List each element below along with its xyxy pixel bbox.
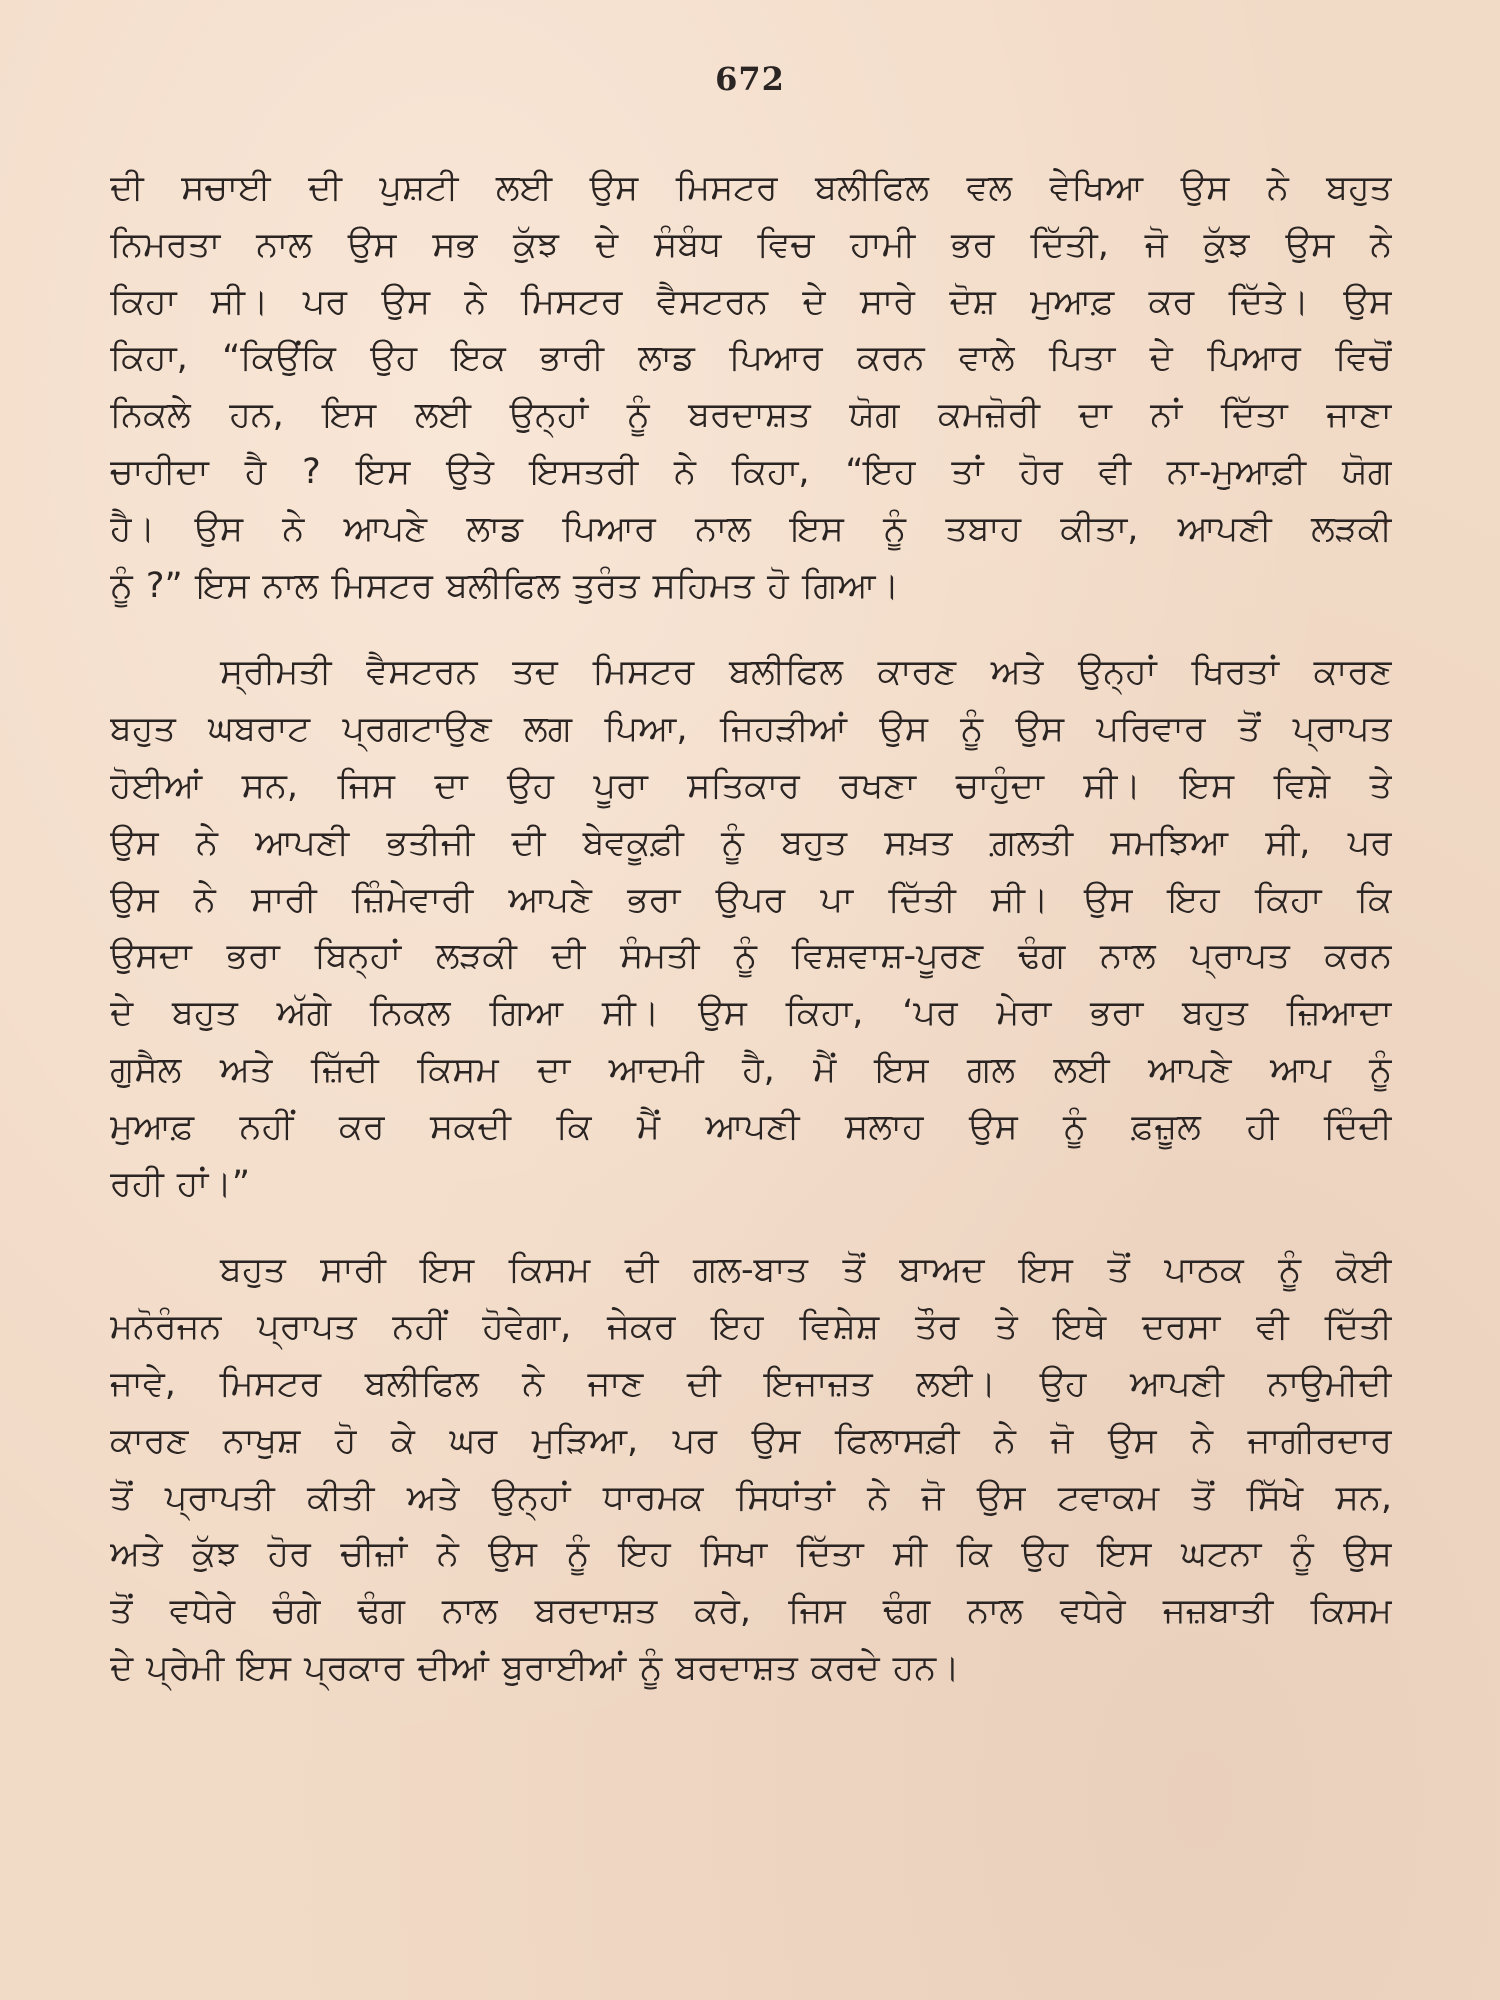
text-line: ਉਸ ਨੇ ਸਾਰੀ ਜ਼ਿੰਮੇਵਾਰੀ ਆਪਣੇ ਭਰਾ ਉਪਰ ਪਾ ਦਿੱਤੀ ਸੀ। ਉਸ ਇਹ ਕਿਹਾ ਕਿ — [110, 879, 1392, 920]
text-line: ਸ੍ਰੀਮਤੀ ਵੈਸਟਰਨ ਤਦ ਮਿਸਟਰ ਬਲੀਫਿਲ ਕਾਰਣ ਅਤੇ ਉਨ੍ਹਾਂ ਖਿਰਤਾਂ ਕਾਰਣ — [220, 652, 1392, 693]
text-line: ਤੋਂ ਵਧੇਰੇ ਚੰਗੇ ਢੰਗ ਨਾਲ ਬਰਦਾਸ਼ਤ ਕਰੇ, ਜਿਸ ਢੰਗ ਨਾਲ ਵਧੇਰੇ ਜਜ਼ਬਾਤੀ ਕਿਸਮ — [110, 1591, 1392, 1632]
text-line: ਦੇ ਬਹੁਤ ਅੱਗੇ ਨਿਕਲ ਗਿਆ ਸੀ। ਉਸ ਕਿਹਾ, ‘ਪਰ ਮੇਰਾ ਭਰਾ ਬਹੁਤ ਜ਼ਿਆਦਾ — [110, 993, 1392, 1034]
text-line: ਉਸਦਾ ਭਰਾ ਬਿਨ੍ਹਾਂ ਲੜਕੀ ਦੀ ਸੰਮਤੀ ਨੂੰ ਵਿਸ਼ਵਾਸ਼-ਪੂਰਣ ਢੰਗ ਨਾਲ ਪ੍ਰਾਪਤ ਕਰਨ — [110, 936, 1392, 977]
text-line: ਕਿਹਾ ਸੀ। ਪਰ ਉਸ ਨੇ ਮਿਸਟਰ ਵੈਸਟਰਨ ਦੇ ਸਾਰੇ ਦੋਸ਼ ਮੁਆਫ਼ ਕਰ ਦਿੱਤੇ। ਉਸ — [110, 281, 1392, 322]
text-line: ਜਾਵੇ, ਮਿਸਟਰ ਬਲੀਫਿਲ ਨੇ ਜਾਣ ਦੀ ਇਜਾਜ਼ਤ ਲਈ। ਉਹ ਆਪਣੀ ਨਾਉਮੀਦੀ — [110, 1363, 1392, 1404]
text-line: ਮਨੋਰੰਜਨ ਪ੍ਰਾਪਤ ਨਹੀਂ ਹੋਵੇਗਾ, ਜੇਕਰ ਇਹ ਵਿਸ਼ੇਸ਼ ਤੌਰ ਤੇ ਇਥੇ ਦਰਸਾ ਵੀ ਦਿੱਤੀ — [110, 1307, 1392, 1348]
text-line: ਨਿਮਰਤਾ ਨਾਲ ਉਸ ਸਭ ਕੁੱਝ ਦੇ ਸੰਬੰਧ ਵਿਚ ਹਾਮੀ ਭਰ ਦਿੱਤੀ, ਜੋ ਕੁੱਝ ਉਸ ਨੇ — [110, 224, 1392, 265]
text-line: ਉਸ ਨੇ ਆਪਣੀ ਭਤੀਜੀ ਦੀ ਬੇਵਕੂਫ਼ੀ ਨੂੰ ਬਹੁਤ ਸਖ਼ਤ ਗ਼ਲਤੀ ਸਮਝਿਆ ਸੀ, ਪਰ — [110, 822, 1392, 863]
paragraph-2 — [110, 644, 1392, 1212]
text-line: ਅਤੇ ਕੁੱਝ ਹੋਰ ਚੀਜ਼ਾਂ ਨੇ ਉਸ ਨੂੰ ਇਹ ਸਿਖਾ ਦਿੱਤਾ ਸੀ ਕਿ ਉਹ ਇਸ ਘਟਨਾ ਨੂੰ ਉਸ — [110, 1534, 1392, 1575]
body-text — [110, 160, 1392, 1697]
text-line: ਰਹੀ ਹਾਂ।” — [110, 1163, 250, 1204]
text-line: ਹੋਈਆਂ ਸਨ, ਜਿਸ ਦਾ ਉਹ ਪੂਰਾ ਸਤਿਕਾਰ ਰਖਣਾ ਚਾਹੁੰਦਾ ਸੀ। ਇਸ ਵਿਸ਼ੇ ਤੇ — [110, 765, 1392, 806]
text-line: ਬਹੁਤ ਸਾਰੀ ਇਸ ਕਿਸਮ ਦੀ ਗਲ-ਬਾਤ ਤੋਂ ਬਾਅਦ ਇਸ ਤੋਂ ਪਾਠਕ ਨੂੰ ਕੋਈ — [220, 1250, 1392, 1291]
page-number: 672 — [715, 60, 785, 98]
text-line: ਗੁਸੈਲ ਅਤੇ ਜ਼ਿੱਦੀ ਕਿਸਮ ਦਾ ਆਦਮੀ ਹੈ, ਮੈਂ ਇਸ ਗਲ ਲਈ ਆਪਣੇ ਆਪ ਨੂੰ — [110, 1049, 1392, 1090]
text-line: ਦੇ ਪ੍ਰੇਮੀ ਇਸ ਪ੍ਰਕਾਰ ਦੀਆਂ ਬੁਰਾਈਆਂ ਨੂੰ ਬਰਦਾਸ਼ਤ ਕਰਦੇ ਹਨ। — [110, 1647, 960, 1688]
paragraph-3 — [110, 1242, 1392, 1696]
text-line: ਤੋਂ ਪ੍ਰਾਪਤੀ ਕੀਤੀ ਅਤੇ ਉਨ੍ਹਾਂ ਧਾਰਮਕ ਸਿਧਾਂਤਾਂ ਨੇ ਜੋ ਉਸ ਟਵਾਕਮ ਤੋਂ ਸਿੱਖੇ ਸਨ, — [110, 1477, 1392, 1518]
text-line: ਨੂੰ ?” ਇਸ ਨਾਲ ਮਿਸਟਰ ਬਲੀਫਿਲ ਤੁਰੰਤ ਸਹਿਮਤ ਹੋ ਗਿਆ। — [110, 565, 900, 606]
text-line: ਨਿਕਲੇ ਹਨ, ਇਸ ਲਈ ਉਨ੍ਹਾਂ ਨੂੰ ਬਰਦਾਸ਼ਤ ਯੋਗ ਕਮਜ਼ੋਰੀ ਦਾ ਨਾਂ ਦਿੱਤਾ ਜਾਣਾ — [110, 395, 1392, 436]
paragraph-1 — [110, 160, 1392, 614]
text-line: ਕਿਹਾ, “ਕਿਉਂਕਿ ਉਹ ਇਕ ਭਾਰੀ ਲਾਡ ਪਿਆਰ ਕਰਨ ਵਾਲੇ ਪਿਤਾ ਦੇ ਪਿਆਰ ਵਿਚੋਂ — [110, 338, 1392, 379]
text-line: ਬਹੁਤ ਘਬਰਾਟ ਪ੍ਰਗਟਾਉਣ ਲਗ ਪਿਆ, ਜਿਹੜੀਆਂ ਉਸ ਨੂੰ ਉਸ ਪਰਿਵਾਰ ਤੋਂ ਪ੍ਰਾਪਤ — [110, 709, 1392, 750]
text-line: ਮੁਆਫ਼ ਨਹੀਂ ਕਰ ਸਕਦੀ ਕਿ ਮੈਂ ਆਪਣੀ ਸਲਾਹ ਉਸ ਨੂੰ ਫ਼ਜ਼ੂਲ ਹੀ ਦਿੰਦੀ — [110, 1106, 1392, 1147]
text-line: ਦੀ ਸਚਾਈ ਦੀ ਪੁਸ਼ਟੀ ਲਈ ਉਸ ਮਿਸਟਰ ਬਲੀਫਿਲ ਵਲ ਵੇਖਿਆ ਉਸ ਨੇ ਬਹੁਤ — [110, 168, 1392, 208]
text-line: ਹੈ। ਉਸ ਨੇ ਆਪਣੇ ਲਾਡ ਪਿਆਰ ਨਾਲ ਇਸ ਨੂੰ ਤਬਾਹ ਕੀਤਾ, ਆਪਣੀ ਲੜਕੀ — [110, 508, 1392, 549]
text-line: ਚਾਹੀਦਾ ਹੈ ? ਇਸ ਉਤੇ ਇਸਤਰੀ ਨੇ ਕਿਹਾ, “ਇਹ ਤਾਂ ਹੋਰ ਵੀ ਨਾ-ਮੁਆਫ਼ੀ ਯੋਗ — [110, 451, 1392, 492]
text-line: ਕਾਰਣ ਨਾਖੁਸ਼ ਹੋ ਕੇ ਘਰ ਮੁੜਿਆ, ਪਰ ਉਸ ਫਿਲਾਸਫ਼ੀ ਨੇ ਜੋ ਉਸ ਨੇ ਜਾਗੀਰਦਾਰ — [110, 1420, 1392, 1461]
